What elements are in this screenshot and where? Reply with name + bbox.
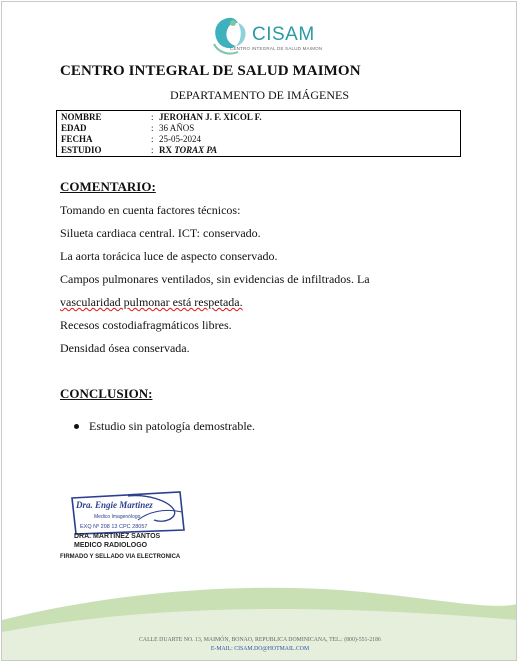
row-label: ESTUDIO [61, 145, 102, 155]
comment-line: Campos pulmonares ventilados, sin evidencias de infiltrados. La [60, 272, 370, 286]
row-label: EDAD [61, 123, 87, 133]
logo-tagline: CENTRO INTEGRAL DE SALUD MAIMON [230, 46, 323, 51]
row-label: FECHA [61, 134, 93, 144]
footer-email[interactable]: E-MAIL: CISAM.DO@HOTMAIL.COM [210, 646, 310, 652]
stamp-graphic [68, 490, 188, 536]
center-title: CENTRO INTEGRAL DE SALUD MAIMON [60, 63, 361, 79]
row-colon: : [151, 112, 154, 122]
logo-wordmark: CISAM [252, 24, 315, 45]
comment-line: La aorta torácica luce de aspecto conservado. [60, 249, 278, 263]
doctor-stamp [68, 490, 188, 536]
comment-line: vascularidad pulmonar está respetada. [60, 295, 243, 309]
conclusion-heading: CONCLUSION: [60, 386, 153, 401]
logo-emblem-icon [208, 14, 258, 58]
conclusion-text: Estudio sin patología demostrable. [89, 419, 255, 433]
row-value: JEROHAN J. F. XICOL F. [159, 112, 262, 122]
row-colon: : [151, 134, 154, 144]
comment-line: Tomando en cuenta factores técnicos: [60, 203, 241, 217]
study-type: RX [159, 145, 175, 155]
comment-line: Recesos costodiafragmáticos libres. [60, 318, 232, 332]
comment-line: Silueta cardiaca central. ICT: conservado. [60, 226, 261, 240]
doctor-name: DRA. MARTINEZ SANTOS [74, 533, 161, 540]
signature-note: FIRMADO Y SELLADO VIA ELECTRONICA [60, 554, 181, 560]
row-colon: : [151, 123, 154, 133]
bullet-icon [74, 424, 79, 429]
patient-info-box [56, 110, 461, 157]
stamp-title: Medico Imagenólogo [94, 514, 141, 520]
row-value [159, 145, 217, 155]
row-label: NOMBRE [61, 112, 102, 122]
doctor-title: MEDICO RADIOLOGO [74, 542, 148, 549]
comment-line: Densidad ósea conservada. [60, 341, 190, 355]
stamp-name: Dra. Engie Martinez [76, 500, 153, 510]
footer-address: CALLE DUARTE NO. 13, MAIMÓN, BONAO, REPUBLICA DOMINICANA, TEL.: (800)-551-2186 [139, 637, 381, 643]
study-view: TORAX PA [174, 145, 218, 155]
row-value: 36 AÑOS [159, 123, 195, 133]
department-title: DEPARTAMENTO DE IMÁGENES [170, 88, 349, 102]
row-value: 25-05-2024 [159, 134, 201, 144]
comentario-heading: COMENTARIO: [60, 179, 156, 194]
document-page [1, 1, 517, 661]
cisam-logo [208, 14, 326, 58]
conclusion-item [74, 419, 255, 434]
stamp-exequatur: EXQ Nº 208 13 CPC 28057 [80, 524, 148, 530]
row-colon: : [151, 145, 154, 155]
